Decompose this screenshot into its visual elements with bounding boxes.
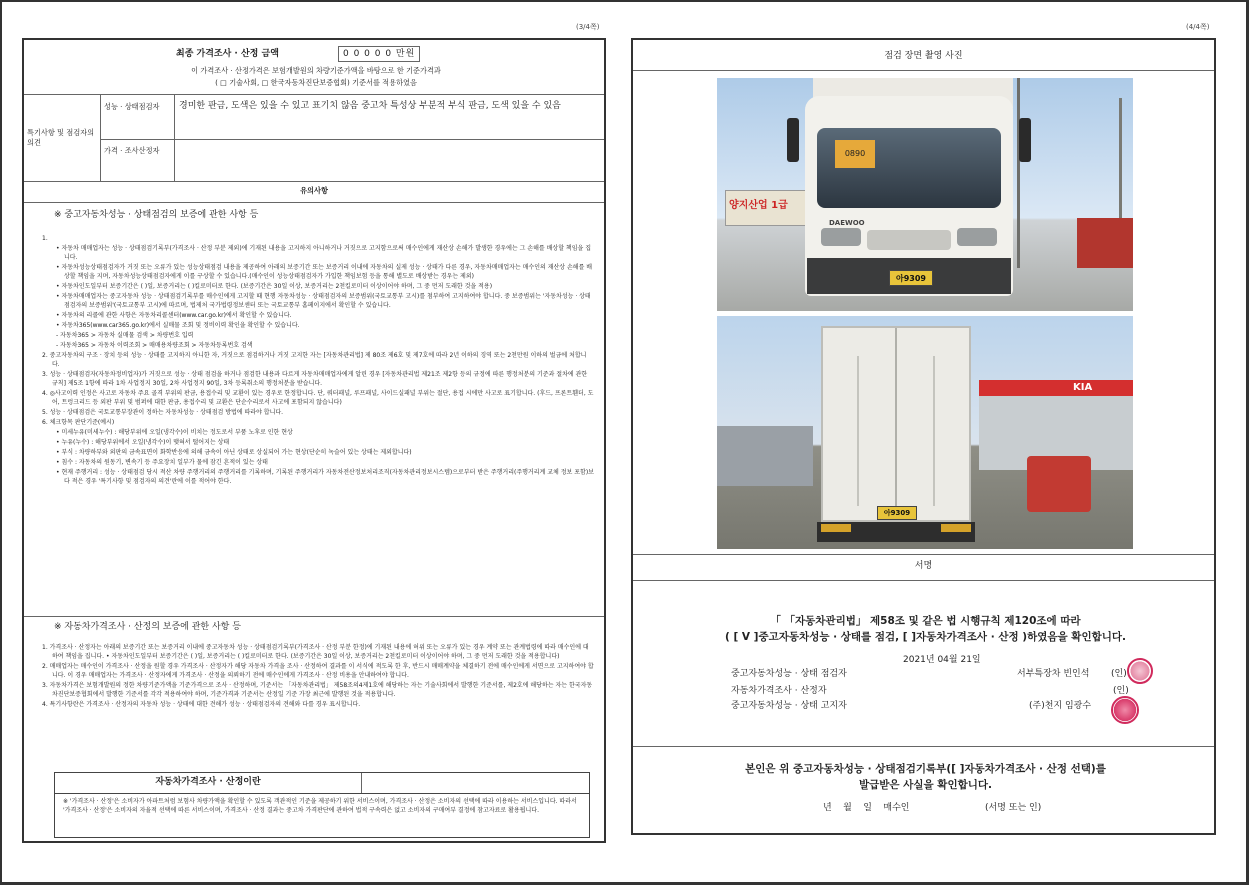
note-item: • 자동차의 리콜에 관한 사항은 자동차리콜센터(www.car.go.kr)에서 확인할 수 있습니다.	[56, 312, 292, 319]
shop-sign: 양지산업 1급	[729, 200, 788, 211]
note-item: - 자동차365 > 자동차 이력조회 > 매매용차량조회 > 자동차등록번호 검색	[56, 342, 253, 349]
note-item: • 부식 : 차량하부와 외판의 금속표면이 화학반응에 의해 금속이 아닌 상태로 상실되어 가는 현상(단순히 녹슬어 있는 상태는 제외합니다)	[56, 449, 412, 456]
buyer-signature-hint: (서명 또는 인)	[985, 803, 1042, 813]
note-item: 2. 매매업자는 매수인이 가격조사 · 산정을 원할 경우 가격조사 · 산정자가 해당 자동차 가격을 조사 · 산정하여 결과를 이 서식에 적도록 한 후, 반드시 매매계약을 체결하기 전에 매수인에게 서면으로 고지하여야 합니다. 이 경우 매매업자는 가격조사 · 산정자에게 가격조사 · 산정을 의뢰하기 전에 매수인에게 가격조사 · 산정 비용을 안내하여야 합니다.	[42, 663, 594, 679]
warranty-section-title: ※ 중고자동차성능 · 상태점검의 보증에 관한 사항 등	[54, 210, 259, 220]
front-license-plate: 아9309	[889, 270, 933, 286]
note-item: 1. 가격조사 · 산정자는 아래의 보증기간 또는 보증거리 이내에 중고자동차 성능 · 상태점검기록부(가격조사 · 산정 부분 한정)에 기재된 내용에 허위 또는 오류가 있는 경우 계약 또는 관계법령에 따라 매수인에 대하여 책임을 집니다. • 자동차인도일부터 보증기간은 ( )일, 보증거리는 ( )킬로미터로 한다. (보증기간은 30일 이상, 보증거리는 2천킬로미터 이상이어야 하며, 그 중 먼저 도래한 것을 적용합니다)	[42, 644, 589, 660]
left-page	[22, 38, 606, 843]
note-item: • 자동차인도일부터 보증기간은 ( )일, 보증거리는 ( )킬로미터로 한다. (보증기간은 30일 이상, 보증거리는 2천킬로미터 이상이어야 하며, 그 중 먼저 도래한 것을 적용)	[56, 283, 493, 290]
inspector-seal-icon	[1127, 658, 1153, 684]
note-item: • 누유(누수) : 해당부위에서 오일(냉각수)이 맺혀서 떨어지는 상태	[56, 439, 230, 446]
price-section-title: ※ 자동차가격조사 · 산정의 보증에 관한 사항 등	[54, 622, 241, 632]
definition-box	[54, 772, 590, 838]
inspector-seal-mark: (인)	[1111, 669, 1127, 679]
definition-box-text: ※ '가격조사 · 산정'은 소비자가 아파트처럼 보험사 차량가액을 확인할 수 있도록 객관적인 기준을 제공하기 위한 서비스이며, 가격조사 · 산정은 소비자의 선택에 따라 이용하는 서비스입니다. 따라서 '가격조사 · 산정'은 소비자의 자율적 선택에 따른 서비스이며, 가격조사 · 산정 결과는 중고차 가격판단에 관하여 법적 구속력은 없고 소비자의 구매여부 결정에 참고자료로 활용됩니다.	[63, 798, 577, 814]
buyer-confirm-line2: 발급받은 사실을 확인합니다.	[858, 779, 992, 791]
page-number-right: (4/4쪽)	[1186, 23, 1210, 31]
definition-box-title: 자동차가격조사 · 산정이란	[155, 777, 261, 787]
law-statement-line2: ( [ V ]중고자동차성능 · 상태를 점검, [ ]자동차가격조사 · 산정 )하였음을 확인합니다.	[724, 631, 1127, 643]
note-item: • 자동차365(www.car365.go.kr)에서 실매물 조회 및 정비이력 확인을 확인할 수 있습니다.	[56, 322, 300, 329]
buyer-confirm-line1: 본인은 위 중고자동차성능 · 상태점검기록부([ ]자동차가격조사 · 산정 선택)를	[745, 763, 1106, 775]
note-item: 2. 중고자동차의 구조 · 장치 등의 성능 · 상태를 고지하지 아니한 자, 거짓으로 점검하거나 거짓 고지한 자는 [자동차관리법] 제 80조 제6호 및 제7호에 따라 2년 이하의 징역 또는 2천만원 이하의 벌금에 처합니다.	[42, 352, 587, 368]
note-item: 6. 체크항목 판단기준(예시)	[42, 419, 115, 426]
inspection-date: 2021년 04월 21일	[903, 655, 981, 665]
warranty-notes	[38, 234, 594, 487]
note-item: • 현재 주행거리 : 성능 · 상태점검 당시 적산 차량 주행거리의 주행거리를 기록하며, 기록된 주행거리가 자동차전산정보처리조직(자동차관리정보시스템)으로부터 받은 주행거리(주행거리계 교체 정보 포함)보다 적은 경우 '특기사항 및 점검자의 의견'란에 이를 적어야 한다.	[56, 469, 594, 485]
note-item: • 미세누유(미세누수) : 해당부위에 오일(냉각수)이 비치는 정도로서 부품 노후로 인한 현상	[56, 429, 293, 436]
special-notes-label: 특기사항 및 점검자의 의견	[27, 128, 95, 147]
price-basis-line2: ( □ 기술사회, □ 한국자동차진단보증협회) 기준서를 적용하였음	[215, 78, 417, 87]
truck-brand: DAEWOO	[829, 219, 865, 227]
inspector-name: 서부특장차 빈인석	[1017, 669, 1090, 679]
note-item: • 자동차매매업자는 중고자동차 성능 · 상태점검기록부를 매수인에게 고지할 때 현행 자동차성능 · 상태점검자의 보증범위(국토교통부 고시)를 첨부하여 고지하여야 합니다. 중 보증범위는 '자동차성능 · 상태점검자의 보증범위'(국토교통부 고시)에 따르며, 법제처 국가법령정보센터 또는 국토교통부 홈페이지에서 확인할 수 있습니다.	[56, 293, 591, 309]
performance-inspector-opinion: 경미한 판금, 도색은 있을 수 있고 표기치 않음 중고차 특성상 부분적 부식 판금, 도색 있을 수 있음	[179, 101, 561, 111]
performance-inspector-label: 성능 · 상태점검자	[104, 102, 160, 111]
law-statement-line1: 「 「자동차관리법」 제58조 및 같은 법 시행규칙 제120조에 따라	[770, 615, 1081, 627]
notice-title: 유의사항	[300, 186, 328, 195]
price-assessor-row-label: 자동차가격조사 · 산정자	[731, 686, 827, 696]
note-item: • 침수 : 자동차의 원동기, 변속기 등 주요장치 일부가 물에 잠긴 흔적이 있는 상태	[56, 459, 268, 466]
kia-sign: KIA	[1073, 382, 1093, 393]
page-number-left: (3/4쪽)	[576, 23, 600, 31]
inspector-row-label: 중고자동차성능 · 상태 점검자	[731, 669, 847, 679]
right-page	[631, 38, 1216, 835]
signature-section-title: 서명	[914, 561, 933, 571]
photo-section-title: 점검 장면 촬영 사진	[884, 51, 963, 61]
note-item: • 자동차 매매업자는 성능 · 상태점검기록부(가격조사 · 산정 부분 제외)에 기재된 내용을 고지하지 아니하거나 거짓으로 고지함으로써 매수인에게 재산상 손해가 발생한 경우에는 그 손해를 배상할 책임을 집니다.	[56, 245, 591, 261]
truck-front-photo: 양지산업 1급 0890 DAEWOO 아9309	[717, 78, 1133, 311]
note-item: 4. ◎사고이력 인정은 사고로 자동차 주요 골격 부위의 판금, 용접수리 및 교환이 있는 경우로 한정합니다. 단, 쿼터패널, 루프패널, 사이드실패널 부위는 절단, 용접 시에만 사고로 표기합니다. (후드, 프론트휀더, 도어, 트렁크리드 등 외판 부위 및 범퍼에 대한 판금, 용접수리 및 교환은 단순수리로서 사고에 포함되지 않습니다)	[42, 390, 594, 406]
final-price-label: 최종 가격조사 · 산정 금액	[176, 49, 279, 59]
price-notes	[38, 643, 594, 710]
notifier-row-label: 중고자동차성능 · 상태 고지자	[731, 701, 847, 711]
price-basis-line1: 이 가격조사 · 산정가격은 보험개발원의 차량기준가액을 바탕으로 한 기준가격과	[191, 66, 441, 75]
price-inspector-label: 가격 · 조사산정자	[104, 146, 160, 155]
note-item: • 자동차성능상태점검자가 거짓 또는 오류가 있는 성능상태점검 내용을 제공하여 아래의 보증기간 또는 보증거리 이내에 자동차의 실제 성능 · 상태가 다른 경우, 자동차매매업자는 매수인의 재산상 손해를 배상할 책임을 지며, 자동차성능상태점검자에게 이를 구상할 수 있습니다.(매수인이 성능상태점검자가 가입한 책임보험 등을 통해 별도로 배상받는 경우는 제외)	[56, 264, 593, 280]
note-item: 4. 특기사항란은 가격조사 · 산정자의 자동차 성능 · 상태에 대한 견해가 성능 · 상태점검자의 견해와 다를 경우 표시합니다.	[42, 701, 361, 708]
note-item: - 자동차365 > 자동차 실매물 검색 > 차량번호 입력	[56, 332, 194, 339]
price-assessor-seal-mark: (인)	[1113, 686, 1129, 696]
note-item: 3. 성능 · 상태점검자(자동차정비업자)가 거짓으로 성능 · 상태 점검을 하거나 점검한 내용과 다르게 자동차매매업자에게 알린 경우 [자동차관리법 제21조 제2항 등의 규정에 따른 행정처분의 기준과 절차에 관한 규칙] 제5조 1항에 따라 1차 사업정지 30일, 2차 사업정지 90일, 3차 등록취소의 행정처분을 받습니다.	[42, 371, 588, 387]
truck-rear-photo	[717, 316, 1133, 549]
notifier-name: (주)천지 임광수	[1029, 701, 1092, 711]
final-price-value: 0 0 0 0 0 만원	[338, 46, 420, 62]
note-item: 3. 자동차가격은 보험개발원의 정한 차량기준가액을 기준가격으로 조사 · 산정하며, 기준서는 「자동차관리법」 제58조의4제1호에 해당하는 자는 기술사회에서 발행한 기준서를, 제2호에 해당하는 자는 한국자동차진단보증협회에서 발행한 기준서를 각각 적용하여야 하며, 기준가격과 기준서는 산정일 기준 가장 최근에 발행된 것을 적용합니다.	[42, 682, 593, 698]
note-item: 1.	[42, 235, 48, 242]
buyer-date-line: 년 월 일 매수인	[823, 803, 910, 813]
note-item: 5. 성능 · 상태점검은 국토교통부장관이 정하는 자동차성능 · 상태점검 방법에 따라야 합니다.	[42, 409, 284, 416]
rear-license-plate: 아9309	[877, 506, 917, 520]
notifier-seal-icon	[1111, 696, 1139, 724]
